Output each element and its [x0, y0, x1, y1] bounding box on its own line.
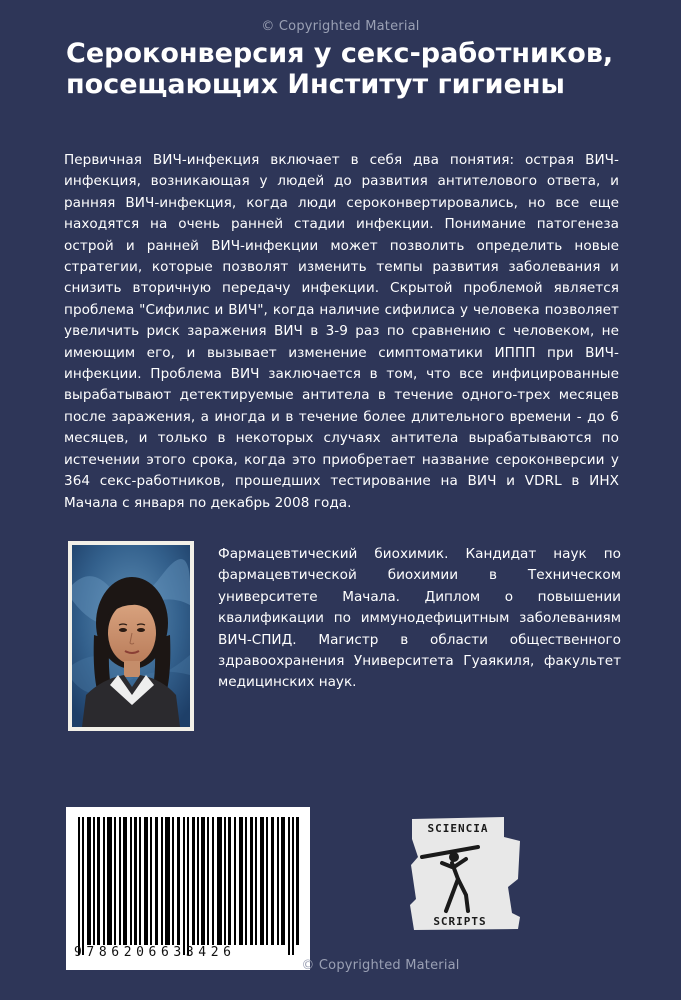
publisher-name-bottom: SCRIPTS — [433, 915, 487, 928]
barcode-bars — [76, 817, 300, 955]
publisher-name-top: SCIENCIA — [427, 822, 489, 835]
watermark-bottom: © Copyrighted Material — [301, 958, 460, 973]
publisher-logo — [408, 815, 523, 932]
watermark-top: © Copyrighted Material — [261, 19, 420, 34]
author-portrait-image — [72, 545, 190, 727]
author-bio: Фармацевтический биохимик. Кандидат наук по фармацевтической биохимии в Техническом университете Мачала. Диплом о повышении квалификации по иммунодефицитным заболеваниям ВИЧ-СПИД. Магистр в области общественного здравоохранения Университета Гуаякиля, факультет медицинских наук. — [218, 546, 621, 691]
isbn-number: 9786206633426 — [74, 945, 236, 960]
book-title: Сероконверсия у секс-работников, посещающих Институт гигиены — [66, 38, 614, 100]
isbn-barcode — [66, 807, 310, 970]
sciencia-scripts-logo-icon — [408, 815, 523, 932]
author-photo — [68, 541, 194, 731]
book-description: Первичная ВИЧ-инфекция включает в себя два понятия: острая ВИЧ-инфекция, возникающая у людей до развития антителового ответа, и ранняя ВИЧ-инфекция, когда люди сероконвертировались, но все еще находятся на очень ранней стадии инфекции. Понимание патогенеза острой и ранней ВИЧ-инфекции может позволить определить новые стратегии, которые позволят изменить темпы развития заболевания и снизить вторичную передачу инфекции. Скрытой проблемой является проблема "Сифилис и ВИЧ", когда наличие сифилиса у человека позволяет увеличить риск заражения ВИЧ в 3-9 раз по сравнению с человеком, не имеющим его, и вызывает изменение симптоматики ИППП при ВИЧ-инфекции. Проблема ВИЧ заключается в том, что все инфицированные вырабатывают детектируемые антитела в течение одного-трех месяцев после заражения, а иногда и в течение более длительного времени - до 6 месяцев, и только в некоторых случаях антитела вырабатываются по истечении этого срока, когда это приобретает название сероконверсии у 364 секс-работников, прошедших тестирование на ВИЧ и VDRL в ИНХ Мачала с января по декабрь 2008 года. — [64, 152, 619, 511]
